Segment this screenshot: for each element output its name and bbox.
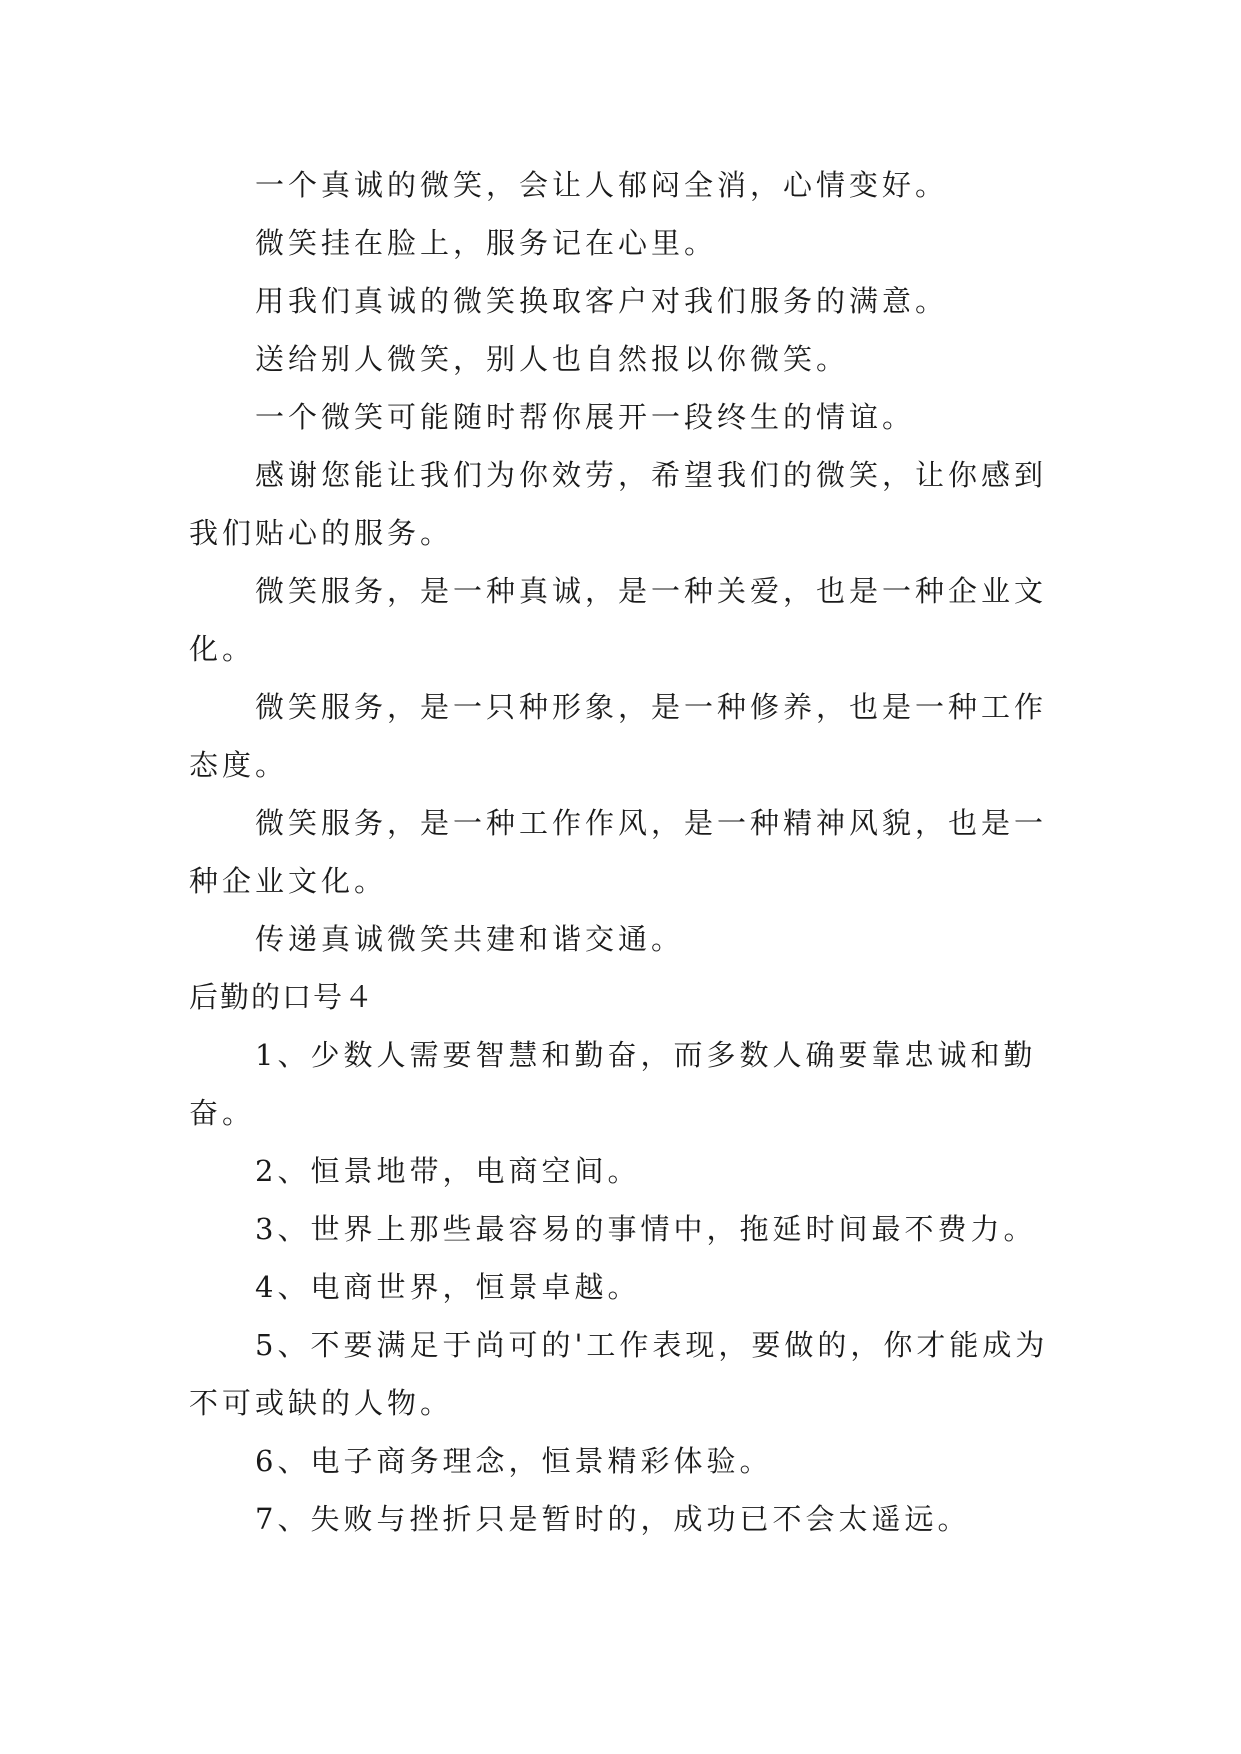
paragraph-line: 微笑服务，是一只种形象，是一种修养，也是一种工作 xyxy=(255,690,1048,724)
paragraph-line: 一个真诚的微笑，会让人郁闷全消，心情变好。 xyxy=(255,168,949,202)
slogan-line: 3、世界上那些最容易的事情中，拖延时间最不费力。 xyxy=(255,1212,1037,1246)
paragraph-line: 感谢您能让我们为你效劳，希望我们的微笑，让你感到 xyxy=(255,458,1048,492)
section-heading: 后勤的口号４ xyxy=(189,980,376,1014)
paragraph-line: 化。 xyxy=(189,632,256,666)
slogan-line: 7、失败与挫折只是暂时的，成功已不会太遥远。 xyxy=(255,1502,971,1536)
paragraph-line: 用我们真诚的微笑换取客户对我们服务的满意。 xyxy=(255,284,949,318)
paragraph-line: 一个微笑可能随时帮你展开一段终生的情谊。 xyxy=(255,400,916,434)
paragraph-line: 微笑服务，是一种工作作风，是一种精神风貌，也是一 xyxy=(255,806,1048,840)
paragraph-line: 微笑服务，是一种真诚，是一种关爱，也是一种企业文 xyxy=(255,574,1048,608)
slogan-line: 1、少数人需要智慧和勤奋，而多数人确要靠忠诚和勤 xyxy=(255,1038,1037,1072)
slogan-line: 2、恒景地带，电商空间。 xyxy=(255,1154,641,1188)
paragraph-line: 我们贴心的服务。 xyxy=(189,516,454,550)
slogan-line: 6、电子商务理念，恒景精彩体验。 xyxy=(255,1444,773,1478)
paragraph-line: 种企业文化。 xyxy=(189,864,388,898)
paragraph-line: 送给别人微笑，别人也自然报以你微笑。 xyxy=(255,342,850,376)
paragraph-line: 态度。 xyxy=(189,748,289,782)
paragraph-line: 微笑挂在脸上，服务记在心里。 xyxy=(255,226,718,260)
paragraph-line: 传递真诚微笑共建和谐交通。 xyxy=(255,922,685,956)
slogan-line: 不可或缺的人物。 xyxy=(189,1386,454,1420)
slogan-line: 4、电商世界，恒景卓越。 xyxy=(255,1270,641,1304)
slogan-line: 奋。 xyxy=(189,1096,256,1130)
slogan-line: 5、不要满足于尚可的'工作表现，要做的，你才能成为 xyxy=(255,1328,1049,1362)
